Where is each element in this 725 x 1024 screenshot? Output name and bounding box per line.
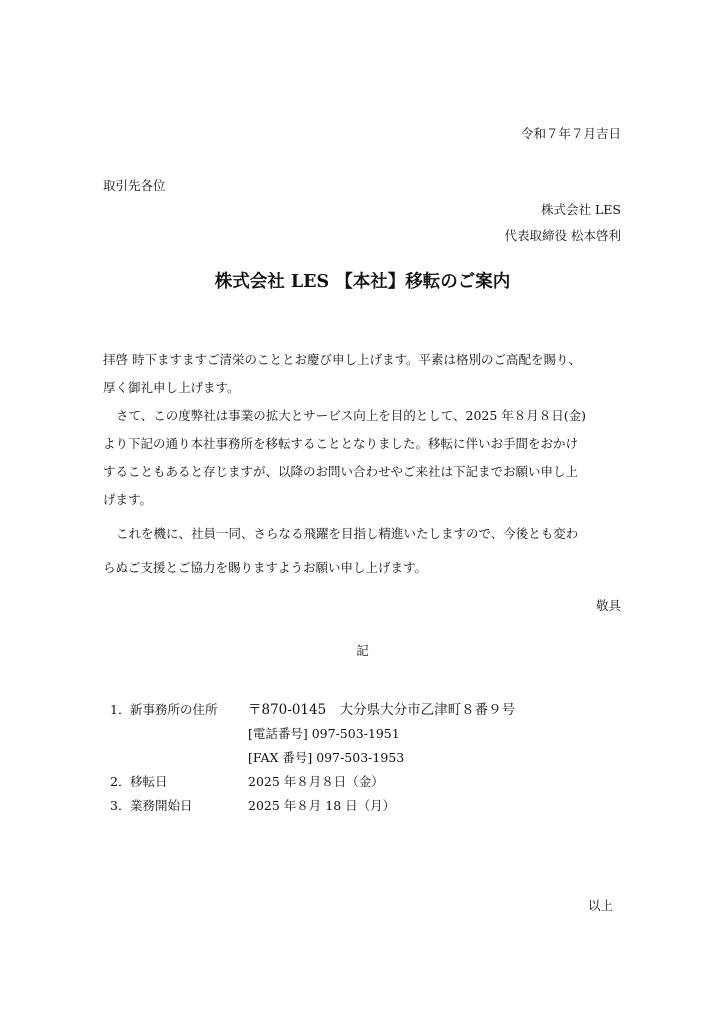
recipient: 取引先各位 xyxy=(103,178,166,193)
body-line: らぬご支援とご協力を賜りますようお願い申し上げます。 xyxy=(103,560,428,575)
move-date-value: 2025 年８月８日（金） xyxy=(248,774,384,789)
item-label: 新事務所の住所 xyxy=(130,702,218,717)
body-line: することもあると存じますが、以降のお問い合わせやご来社は下記までお願い申し上 xyxy=(103,464,579,479)
body-line: げます。 xyxy=(103,492,153,507)
body-line: 厚く御礼申し上げます。 xyxy=(103,380,240,395)
start-date-value: 2025 年８月 18 日（月） xyxy=(248,798,396,813)
fax-value: [FAX 番号] 097-503-1953 xyxy=(248,750,405,765)
ki-heading: 記 xyxy=(356,643,369,658)
item-number: 3． xyxy=(110,798,131,813)
body-line: 拝啓 時下ますますご清栄のこととお慶び申し上げます。平素は格別のご高配を賜り、 xyxy=(103,352,581,367)
body-line: さて、この度弊社は事業の拡大とサービス向上を目的として、2025 年８月８日(金) xyxy=(116,408,587,423)
body-line: より下記の通り本社事務所を移転することとなりました。移転に伴いお手間をおかけ xyxy=(103,436,579,451)
item-label: 業務開始日 xyxy=(130,798,193,813)
closing-keigu: 敬具 xyxy=(595,598,621,613)
phone-value: [電話番号] 097-503-1951 xyxy=(248,726,400,741)
item-number: 1． xyxy=(110,702,131,717)
document-date: 令和７年７月吉日 xyxy=(520,126,621,141)
address-value: 〒870-0145 大分県大分市乙津町８番９号 xyxy=(248,702,516,718)
item-number: 2． xyxy=(110,774,131,789)
document-title: 株式会社 LES 【本社】移転のご案内 xyxy=(214,272,511,292)
body-line: これを機に、社員一同、さらなる飛躍を目指し精進いたしますので、今後とも変わ xyxy=(116,526,579,541)
closing-ijou: 以上 xyxy=(587,898,613,913)
sender-representative: 代表取締役 松本啓利 xyxy=(504,228,621,243)
item-label: 移転日 xyxy=(130,774,168,789)
sender-company: 株式会社 LES xyxy=(541,202,621,217)
